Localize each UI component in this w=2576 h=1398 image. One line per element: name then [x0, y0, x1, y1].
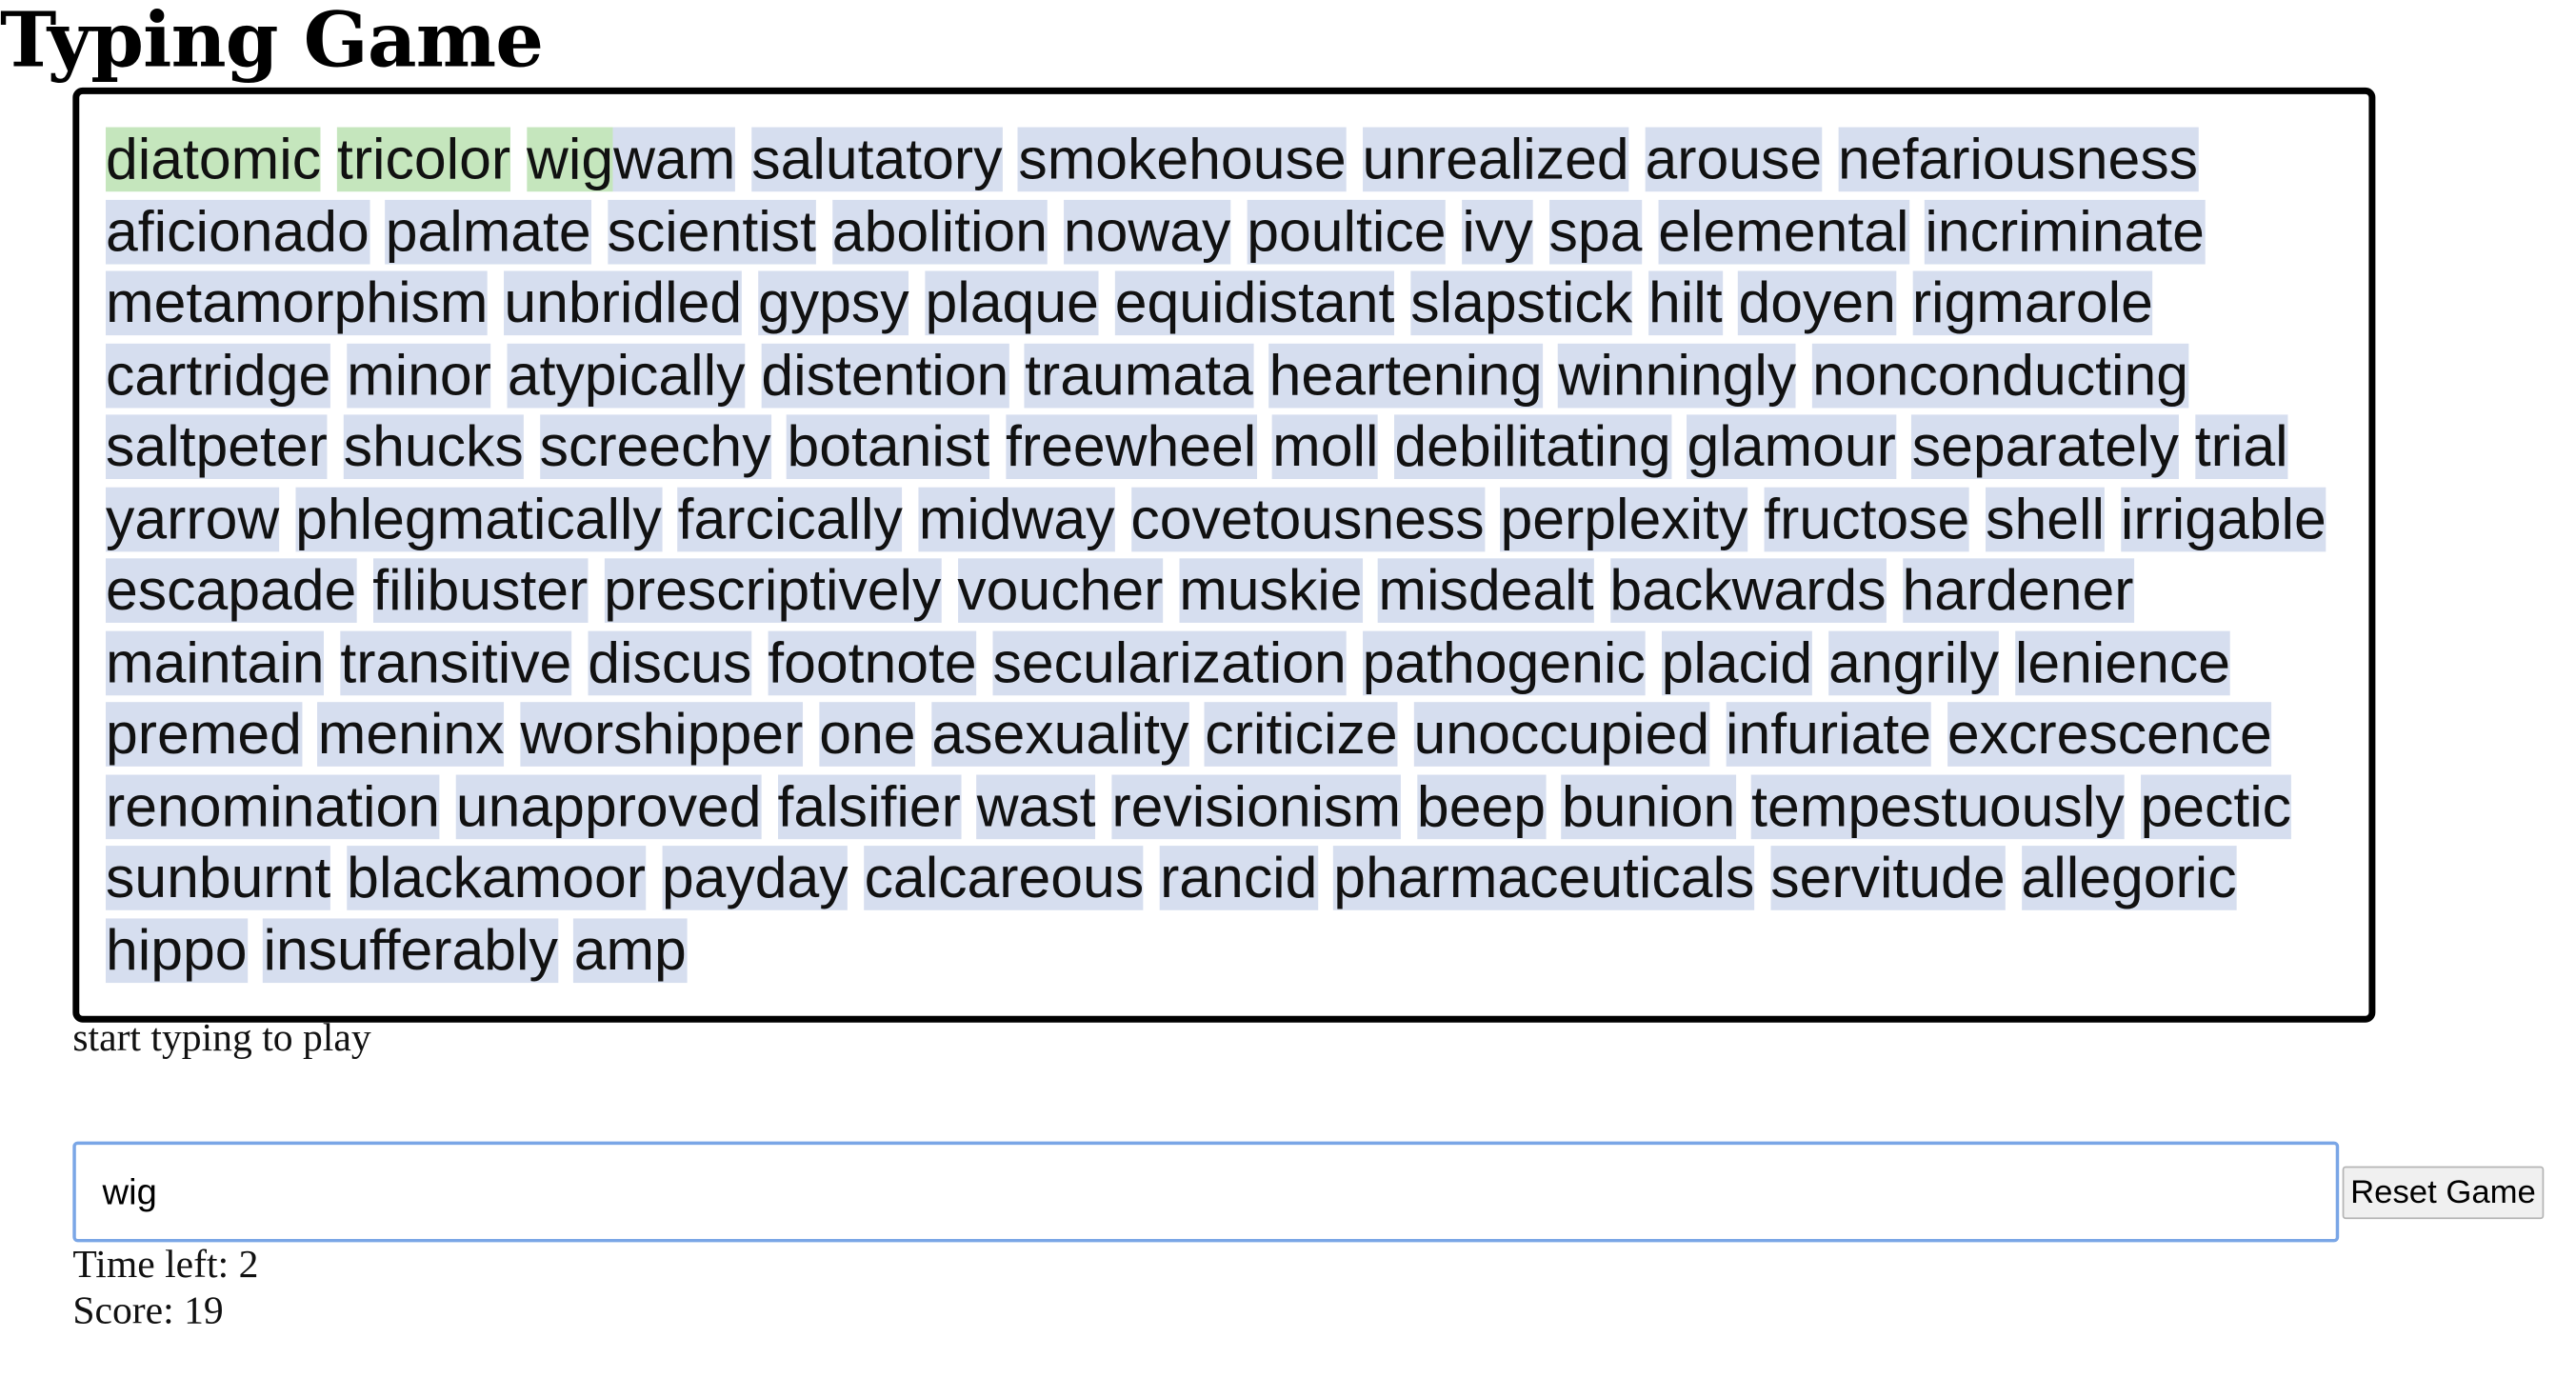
- word: botanist: [787, 414, 990, 480]
- word: saltpeter: [106, 414, 328, 480]
- word: plaque: [925, 270, 1099, 336]
- word: premed: [106, 702, 302, 767]
- word: doyen: [1738, 270, 1896, 336]
- word: servitude: [1770, 846, 2006, 910]
- word: cartridge: [106, 342, 331, 408]
- word: hardener: [1902, 558, 2134, 623]
- score-counter: Score: 19: [72, 1289, 224, 1333]
- word: trial: [2194, 414, 2288, 480]
- word: placid: [1661, 629, 1813, 695]
- word: palmate: [385, 199, 591, 264]
- word: footnote: [768, 629, 977, 695]
- word: winningly: [1558, 342, 1797, 408]
- word: irrigable: [2120, 486, 2326, 551]
- word: separately: [1911, 414, 2179, 480]
- word: screechy: [539, 414, 771, 480]
- word: debilitating: [1394, 414, 1671, 480]
- word: lenience: [2014, 629, 2231, 695]
- word: insufferably: [263, 917, 558, 983]
- word: fructose: [1764, 486, 1970, 551]
- reset-game-button[interactable]: Reset Game: [2343, 1167, 2545, 1220]
- word: pectic: [2140, 773, 2292, 839]
- word: renomination: [106, 773, 440, 839]
- word: prescriptively: [604, 558, 942, 623]
- word: distention: [761, 342, 1009, 408]
- word: hippo: [106, 917, 248, 983]
- word: falsifier: [777, 773, 961, 839]
- word: infuriate: [1726, 702, 1932, 767]
- word: revisionism: [1111, 773, 1402, 839]
- word: transitive: [340, 629, 572, 695]
- word: moll: [1272, 414, 1379, 480]
- word: nefariousness: [1838, 127, 2199, 192]
- word: tricolor: [336, 127, 511, 192]
- word: unrealized: [1362, 127, 1629, 192]
- word: poultice: [1247, 199, 1447, 264]
- word: equidistant: [1114, 270, 1395, 336]
- word: atypically: [507, 342, 746, 408]
- time-left-counter: Time left: 2: [72, 1244, 259, 1288]
- word: backwards: [1609, 558, 1887, 623]
- word: blackamoor: [347, 846, 647, 910]
- word: tempestuously: [1751, 773, 2125, 839]
- word: rigmarole: [1911, 270, 2153, 336]
- word: escapade: [106, 558, 357, 623]
- word: aficionado: [106, 199, 369, 264]
- word: payday: [661, 846, 849, 910]
- word: maintain: [106, 629, 325, 695]
- word: arouse: [1645, 127, 1823, 192]
- word: heartening: [1268, 342, 1543, 408]
- word: shell: [1986, 486, 2105, 551]
- word: hilt: [1647, 270, 1723, 336]
- page-title: Typing Game: [0, 0, 544, 85]
- word: rancid: [1160, 846, 1318, 910]
- word: yarrow: [106, 486, 280, 551]
- word: pharmaceuticals: [1333, 846, 1755, 910]
- word: beep: [1416, 773, 1547, 839]
- word: wigwam: [527, 127, 736, 192]
- word: unoccupied: [1413, 702, 1710, 767]
- word: abolition: [831, 199, 1048, 264]
- word: misdealt: [1378, 558, 1594, 623]
- word-display-box: [72, 88, 2375, 1023]
- word: elemental: [1658, 199, 1909, 264]
- word: voucher: [957, 558, 1164, 623]
- word: amp: [573, 917, 687, 983]
- word: unbridled: [504, 270, 743, 336]
- word: traumata: [1025, 342, 1253, 408]
- word: calcareous: [864, 846, 1145, 910]
- word: meninx: [317, 702, 505, 767]
- word: spa: [1548, 199, 1643, 264]
- word: shucks: [343, 414, 524, 480]
- word: phlegmatically: [295, 486, 662, 551]
- word: perplexity: [1500, 486, 1748, 551]
- word: covetousness: [1130, 486, 1485, 551]
- word: pathogenic: [1362, 629, 1646, 695]
- word: filibuster: [372, 558, 589, 623]
- word: bunion: [1561, 773, 1736, 839]
- status-message: start typing to play: [72, 1017, 371, 1061]
- word: angrily: [1828, 629, 1999, 695]
- word: midway: [918, 486, 1115, 551]
- word: wast: [976, 773, 1096, 839]
- word: one: [819, 702, 916, 767]
- word: muskie: [1179, 558, 1363, 623]
- word: unapproved: [455, 773, 762, 839]
- word: farcically: [677, 486, 903, 551]
- word: secularization: [992, 629, 1347, 695]
- typing-input[interactable]: [72, 1142, 2339, 1243]
- word: discus: [588, 629, 752, 695]
- word: metamorphism: [106, 270, 489, 336]
- word: diatomic: [106, 127, 322, 192]
- word: excrescence: [1947, 702, 2272, 767]
- word: worshipper: [520, 702, 804, 767]
- word: glamour: [1687, 414, 1896, 480]
- word: ivy: [1462, 199, 1533, 264]
- word: allegoric: [2021, 846, 2237, 910]
- word: sunburnt: [106, 846, 331, 910]
- word: slapstick: [1410, 270, 1633, 336]
- word: freewheel: [1005, 414, 1257, 480]
- word: salutatory: [751, 127, 1003, 192]
- word: incriminate: [1925, 199, 2205, 264]
- word: smokehouse: [1018, 127, 1347, 192]
- word: nonconducting: [1812, 342, 2189, 408]
- word: noway: [1063, 199, 1231, 264]
- word: gypsy: [758, 270, 909, 336]
- word: minor: [347, 342, 491, 408]
- word: scientist: [607, 199, 816, 264]
- word: asexuality: [931, 702, 1189, 767]
- word: criticize: [1205, 702, 1398, 767]
